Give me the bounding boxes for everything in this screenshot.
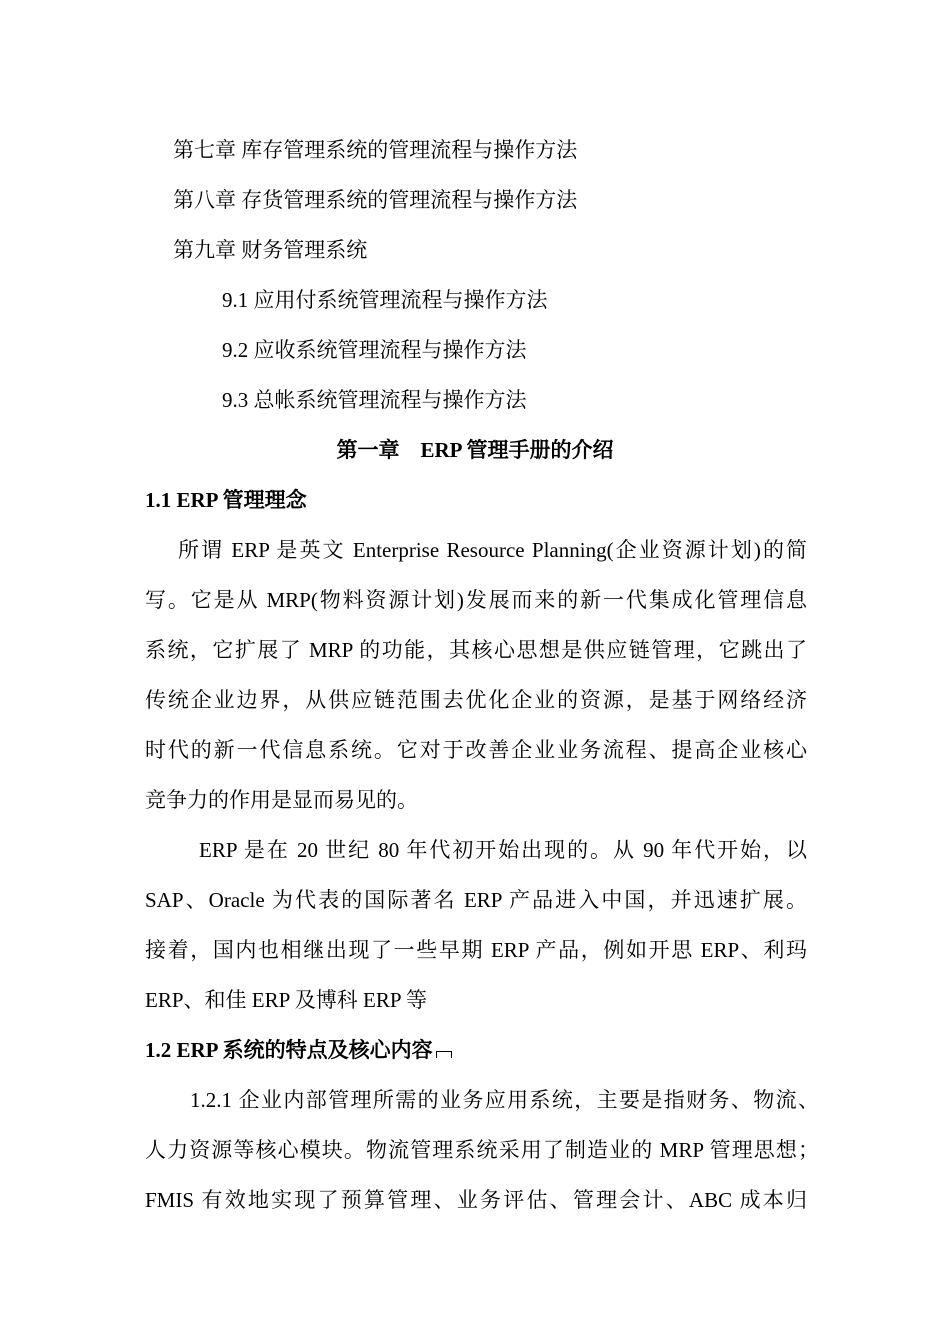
section-heading-1-2 [145,1036,452,1064]
paragraph-line: 竞争力的作用是显而易见的。 [145,788,418,812]
paragraph-line: 系统，它扩展了 MRP 的功能，其核心思想是供应链管理，它跳出了 [145,638,807,662]
section-heading-1-2-text: 1.2 ERP 系统的特点及核心内容 [145,1038,433,1062]
paragraph-line: ERP、和佳 ERP 及博科 ERP 等 [145,988,427,1012]
paragraph-line: 人力资源等核心模块。物流管理系统采用了制造业的 MRP 管理思想； [145,1138,819,1162]
paragraph-line: FMIS 有效地实现了预算管理、业务评估、管理会计、ABC 成本归 [145,1188,807,1212]
paragraph-line: 所谓 ERP 是英文 Enterprise Resource Planning(企业资源计划)的简 [178,538,807,562]
toc-section-9-1: 9.1 应用付系统管理流程与操作方法 [222,288,548,312]
paragraph-line: 时代的新一代信息系统。它对于改善企业业务流程、提高企业核心 [145,738,807,762]
section-heading-1-1: 1.1 ERP 管理理念 [145,488,307,512]
paragraph-line: SAP、Oracle 为代表的国际著名 ERP 产品进入中国，并迅速扩展。 [145,888,807,912]
chapter-title: 第一章 ERP 管理手册的介绍 [336,438,614,462]
toc-section-9-2: 9.2 应收系统管理流程与操作方法 [222,338,527,362]
anchor-mark-icon [436,1051,452,1058]
toc-chapter-7: 第七章 库存管理系统的管理流程与操作方法 [173,138,578,162]
paragraph-line: 接着，国内也相继出现了一些早期 ERP 产品，例如开思 ERP、利玛 [145,938,807,962]
toc-chapter-8: 第八章 存货管理系统的管理流程与操作方法 [173,188,578,212]
toc-section-9-3: 9.3 总帐系统管理流程与操作方法 [222,388,527,412]
paragraph-line: 1.2.1 企业内部管理所需的业务应用系统，主要是指财务、物流、 [190,1088,819,1112]
paragraph-line: 传统企业边界，从供应链范围去优化企业的资源，是基于网络经济 [145,688,807,712]
paragraph-line: 写。它是从 MRP(物料资源计划)发展而来的新一代集成化管理信息 [145,588,807,612]
paragraph-line: ERP 是在 20 世纪 80 年代初开始出现的。从 90 年代开始，以 [199,838,807,862]
toc-chapter-9: 第九章 财务管理系统 [173,238,368,262]
